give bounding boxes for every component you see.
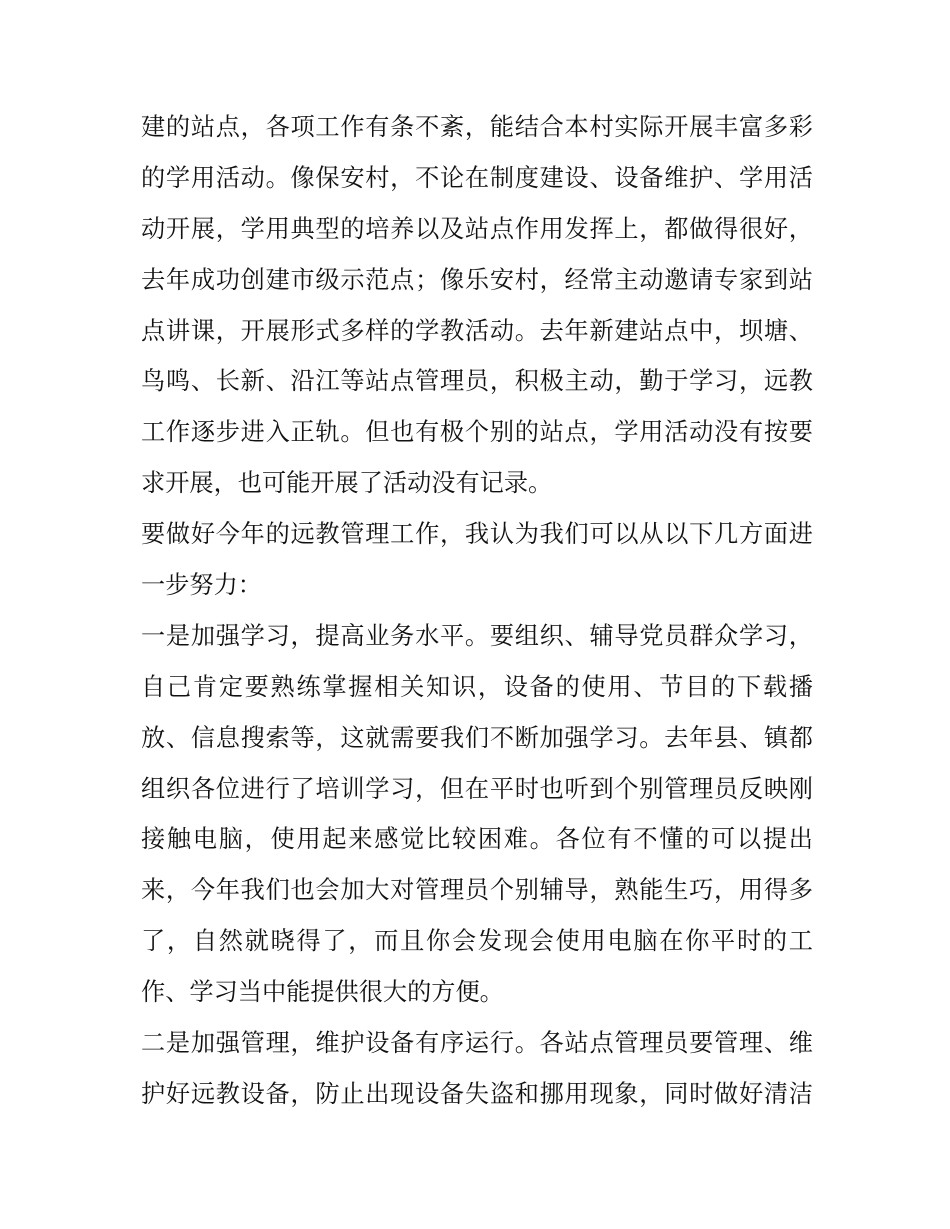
text-line: 二是加强管理，维护设备有序运行。各站点管理员要管理、维 <box>141 1029 813 1058</box>
text-line: 放、信息搜索等，这就需要我们不断加强学习。去年县、镇都 <box>141 723 813 752</box>
text-line: 护好远教设备，防止出现设备失盗和挪用现象，同时做好清洁 <box>141 1079 813 1108</box>
text-line: 一是加强学习，提高业务水平。要组织、辅导党员群众学习， <box>141 621 813 650</box>
text-line: 建的站点，各项工作有条不紊，能结合本村实际开展丰富多彩 <box>141 113 813 141</box>
text-line: 去年成功创建市级示范点；像乐安村，经常主动邀请专家到站 <box>141 265 813 294</box>
text-line: 来，今年我们也会加大对管理员个别辅导，熟能生巧，用得多 <box>141 876 813 905</box>
text-line: 的学用活动。像保安村，不论在制度建设、设备维护、学用活 <box>141 163 813 192</box>
text-line: 组织各位进行了培训学习，但在平时也听到个别管理员反映刚 <box>141 774 813 803</box>
text-line: 鸟鸣、长新、沿江等站点管理员，积极主动，勤于学习，远教 <box>141 367 813 396</box>
text-line: 一步努力： <box>141 571 262 600</box>
text-line: 自己肯定要熟练掌握相关知识，设备的使用、节目的下载播 <box>141 672 813 701</box>
text-line: 要做好今年的远教管理工作，我认为我们可以从以下几方面进 <box>141 520 813 549</box>
text-line: 动开展，学用典型的培养以及站点作用发挥上，都做得很好， <box>141 214 813 243</box>
text-line: 接触电脑，使用起来感觉比较困难。各位有不懂的可以提出 <box>141 825 813 854</box>
text-line: 求开展，也可能开展了活动没有记录。 <box>141 469 553 498</box>
text-line: 工作逐步进入正轨。但也有极个别的站点，学用活动没有按要 <box>141 418 813 447</box>
text-line: 了，自然就晓得了，而且你会发现会使用电脑在你平时的工 <box>141 927 813 956</box>
document-body <box>141 102 813 1120</box>
text-line: 点讲课，开展形式多样的学教活动。去年新建站点中，坝塘、 <box>141 316 813 345</box>
text-line: 作、学习当中能提供很大的方便。 <box>141 978 504 1007</box>
